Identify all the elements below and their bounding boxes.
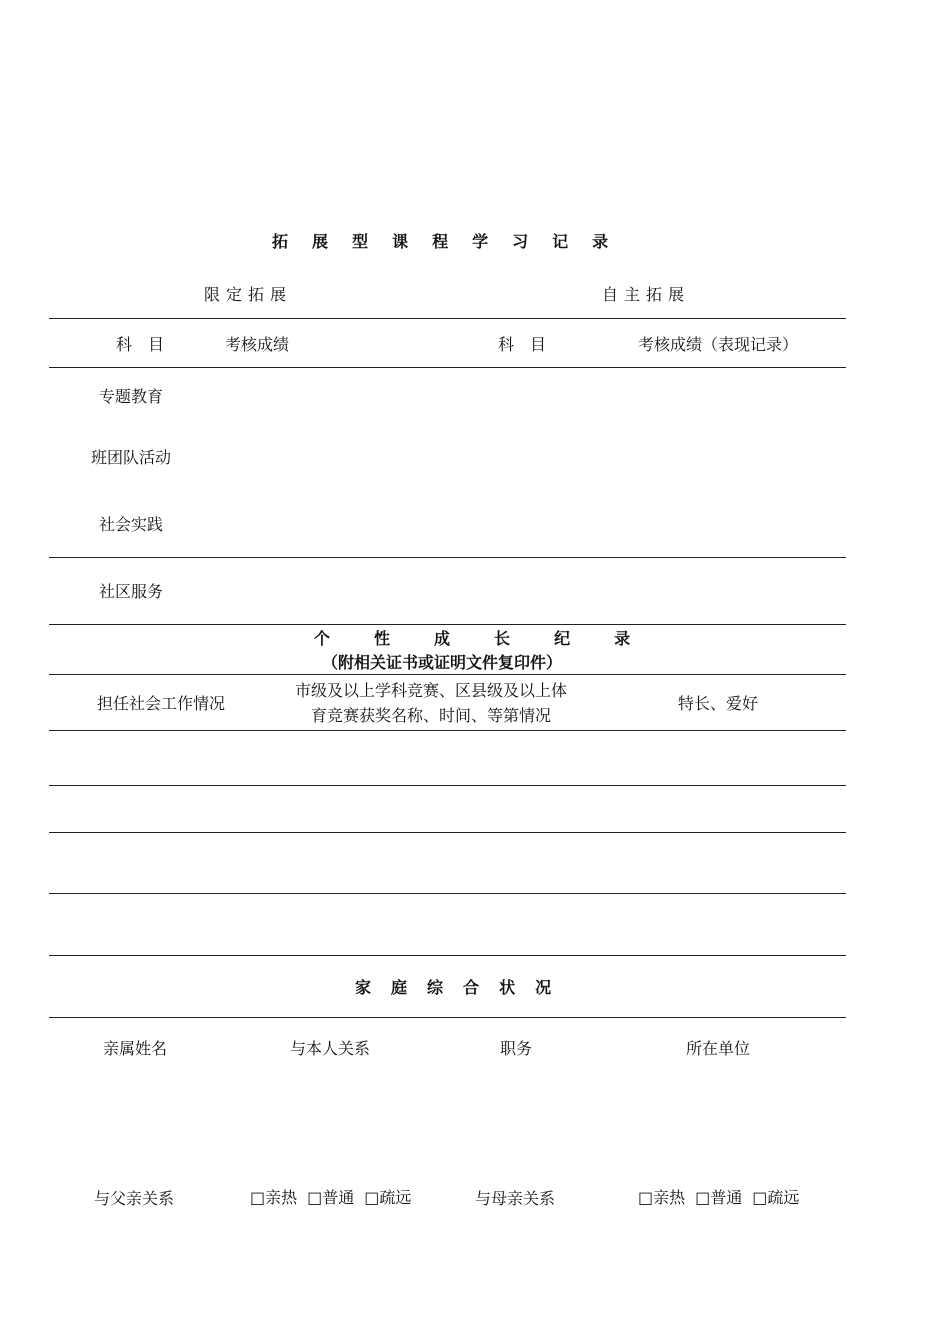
- divider: [49, 624, 846, 625]
- group-char: 限: [204, 285, 221, 304]
- section-char: 纪: [554, 629, 571, 648]
- divider: [49, 893, 846, 894]
- col-relationship: 与本人关系: [290, 1039, 371, 1058]
- option-normal-checkbox[interactable]: □普通: [307, 1188, 355, 1207]
- col-social-work: 担任社会工作情况: [97, 694, 226, 713]
- subject-community-service: 社区服务: [99, 582, 164, 601]
- divider: [49, 832, 846, 833]
- divider: [49, 730, 846, 731]
- col-workplace: 所在单位: [686, 1039, 751, 1058]
- option-normal-checkbox[interactable]: □普通: [695, 1188, 743, 1207]
- title-char: 程: [432, 232, 449, 251]
- divider: [49, 785, 846, 786]
- divider: [49, 955, 846, 956]
- section-char: 合: [463, 978, 480, 997]
- title-char: 记: [552, 232, 569, 251]
- divider: [49, 557, 846, 558]
- group-char: 自: [602, 285, 619, 304]
- option-close-checkbox[interactable]: □亲热: [250, 1188, 298, 1207]
- divider: [49, 318, 846, 319]
- section-char: 状: [499, 978, 516, 997]
- section-char: 性: [374, 629, 391, 648]
- col-hobbies: 特长、爱好: [678, 694, 759, 713]
- section-char: 庭: [391, 978, 408, 997]
- divider: [49, 1017, 846, 1018]
- option-distant-checkbox[interactable]: □疏远: [364, 1188, 412, 1207]
- col-subject: 科 目: [116, 335, 165, 354]
- group-char: 展: [270, 285, 287, 304]
- father-relationship-label: 与父亲关系: [94, 1189, 175, 1208]
- col-score-2: 考核成绩（表现记录）: [638, 335, 799, 354]
- divider: [49, 367, 846, 368]
- group-char: 定: [226, 285, 243, 304]
- mother-relationship-options: [638, 1188, 799, 1208]
- section-char: 家: [355, 978, 372, 997]
- col-position: 职务: [500, 1039, 533, 1058]
- group-char: 主: [624, 285, 641, 304]
- title-char: 展: [312, 232, 329, 251]
- title-char: 习: [512, 232, 529, 251]
- col-competition-line2: 育竞赛获奖名称、时间、等第情况: [311, 706, 552, 725]
- section-char: 成: [434, 629, 451, 648]
- option-distant-checkbox[interactable]: □疏远: [752, 1188, 800, 1207]
- col-competition-line1: 市级及以上学科竞赛、区县级及以上体: [295, 681, 568, 700]
- self-extension-label: [602, 285, 684, 305]
- title-char: 学: [472, 232, 489, 251]
- title-char: 型: [352, 232, 369, 251]
- divider: [49, 674, 846, 675]
- section-char: 录: [614, 629, 631, 648]
- section-char: 个: [314, 629, 331, 648]
- section-char: 长: [494, 629, 511, 648]
- group-char: 拓: [248, 285, 265, 304]
- growth-section-title: [314, 629, 630, 649]
- father-relationship-options: [250, 1188, 411, 1208]
- group-char: 展: [668, 285, 685, 304]
- mother-relationship-label: 与母亲关系: [475, 1189, 556, 1208]
- subject-social-practice: 社会实践: [99, 515, 164, 534]
- page-title: [272, 229, 608, 252]
- subject-topic-education: 专题教育: [99, 387, 164, 406]
- option-close-checkbox[interactable]: □亲热: [638, 1188, 686, 1207]
- title-char: 课: [392, 232, 409, 251]
- col-score: 考核成绩: [225, 335, 290, 354]
- title-char: 拓: [272, 232, 289, 251]
- subject-class-team: 班团队活动: [91, 448, 172, 467]
- family-section-title: [355, 978, 551, 998]
- col-subject-2: 科 目: [498, 335, 547, 354]
- section-char: 综: [427, 978, 444, 997]
- title-char: 录: [592, 232, 609, 251]
- group-char: 拓: [646, 285, 663, 304]
- section-char: 况: [535, 978, 552, 997]
- col-relative-name: 亲属姓名: [103, 1039, 168, 1058]
- limited-extension-label: [204, 285, 286, 305]
- growth-section-subtitle: （附相关证书或证明文件复印件）: [322, 653, 563, 672]
